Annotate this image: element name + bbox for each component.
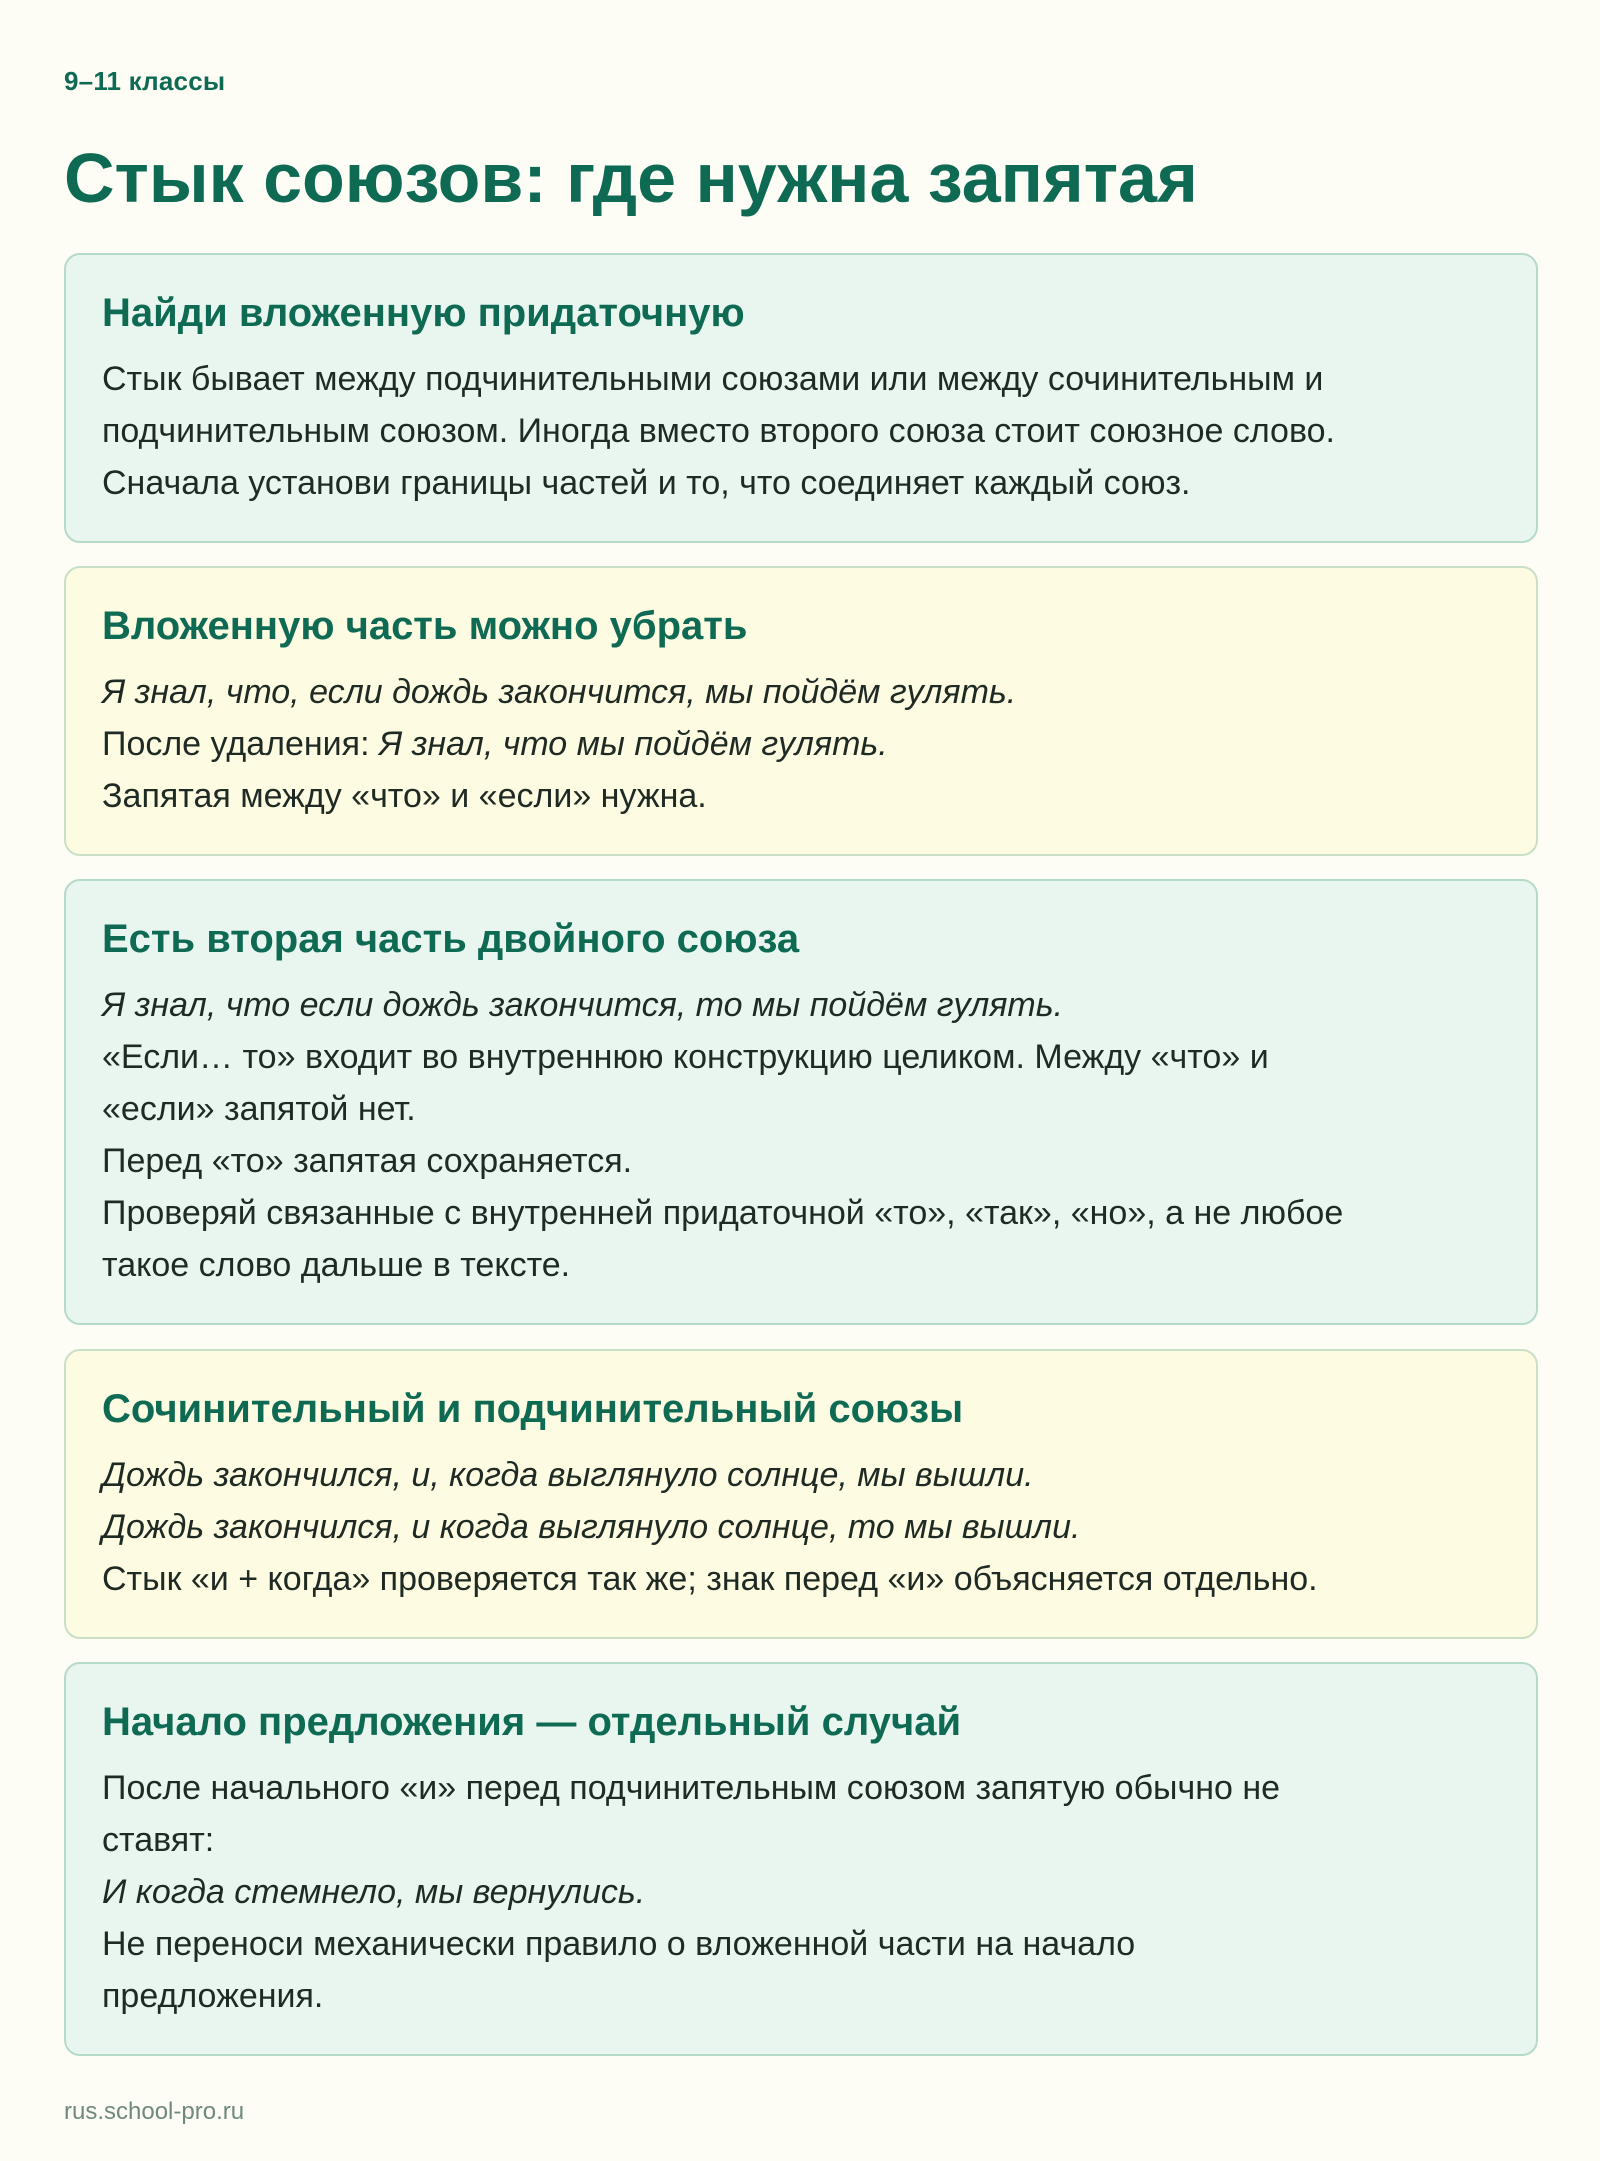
card-text-line: Проверяй связанные с внутренней придаточной «то», «так», «но», а не любое: [102, 1194, 1344, 1232]
example-sentence: Дождь закончился, и, когда выглянуло солнце, мы вышли.: [102, 1456, 1034, 1494]
card-text-line: Сначала установи границы частей и то, что соединяет каждый союз.: [102, 464, 1191, 502]
card-text-line: Не переноси механически правило о вложенной части на начало: [102, 1925, 1136, 1963]
example-sentence: Дождь закончился, и когда выглянуло солнце, то мы вышли.: [102, 1508, 1081, 1546]
grade-label: 9–11 классы: [64, 66, 226, 96]
example-sentence: Я знал, что, если дождь закончится, мы пойдём гулять.: [102, 673, 1017, 711]
after-removal-line: [102, 718, 1500, 770]
card-text-line: такое слово дальше в тексте.: [102, 1246, 571, 1284]
card-removable-part: [64, 566, 1538, 856]
card-coordinating-subordinating: [64, 1349, 1538, 1639]
page-title: Стык союзов: где нужна запятая: [64, 139, 1198, 217]
card-double-conjunction: [64, 879, 1538, 1325]
card-text-line: Стык бывает между подчинительными союзами или между сочинительным и: [102, 360, 1324, 398]
example-sentence: И когда стемнело, мы вернулись.: [102, 1873, 646, 1911]
footer-site-link[interactable]: rus.school-pro.ru: [64, 2098, 245, 2125]
card-title: Найди вложенную придаточную: [102, 291, 745, 335]
card-title: Вложенную часть можно убрать: [102, 604, 748, 648]
card-conclusion: Стык «и + когда» проверяется так же; знак перед «и» объясняется отдельно.: [102, 1560, 1318, 1598]
card-find-embedded-clause: [64, 253, 1538, 543]
card-text-line: Перед «то» запятая сохраняется.: [102, 1142, 633, 1180]
example-sentence: Я знал, что если дождь закончится, то мы пойдём гулять.: [102, 986, 1064, 1024]
card-title: Начало предложения — отдельный случай: [102, 1700, 962, 1744]
card-title: Есть вторая часть двойного союза: [102, 917, 800, 961]
card-text-line: «Если… то» входит во внутреннюю конструкцию целиком. Между «что» и: [102, 1038, 1269, 1076]
card-text-line: подчинительным союзом. Иногда вместо второго союза стоит союзное слово.: [102, 412, 1335, 450]
card-title: Сочинительный и подчинительный союзы: [102, 1387, 964, 1431]
after-removal-label: После удаления:: [102, 725, 379, 763]
card-text-line: ставят:: [102, 1821, 215, 1859]
card-text-line: «если» запятой нет.: [102, 1090, 416, 1128]
card-conclusion: Запятая между «что» и «если» нужна.: [102, 777, 707, 815]
card-text-line: После начального «и» перед подчинительным союзом запятую обычно не: [102, 1769, 1281, 1807]
example-sentence: Я знал, что мы пойдём гулять.: [378, 725, 888, 763]
card-sentence-start: [64, 1662, 1538, 2056]
card-text-line: предложения.: [102, 1977, 324, 2015]
